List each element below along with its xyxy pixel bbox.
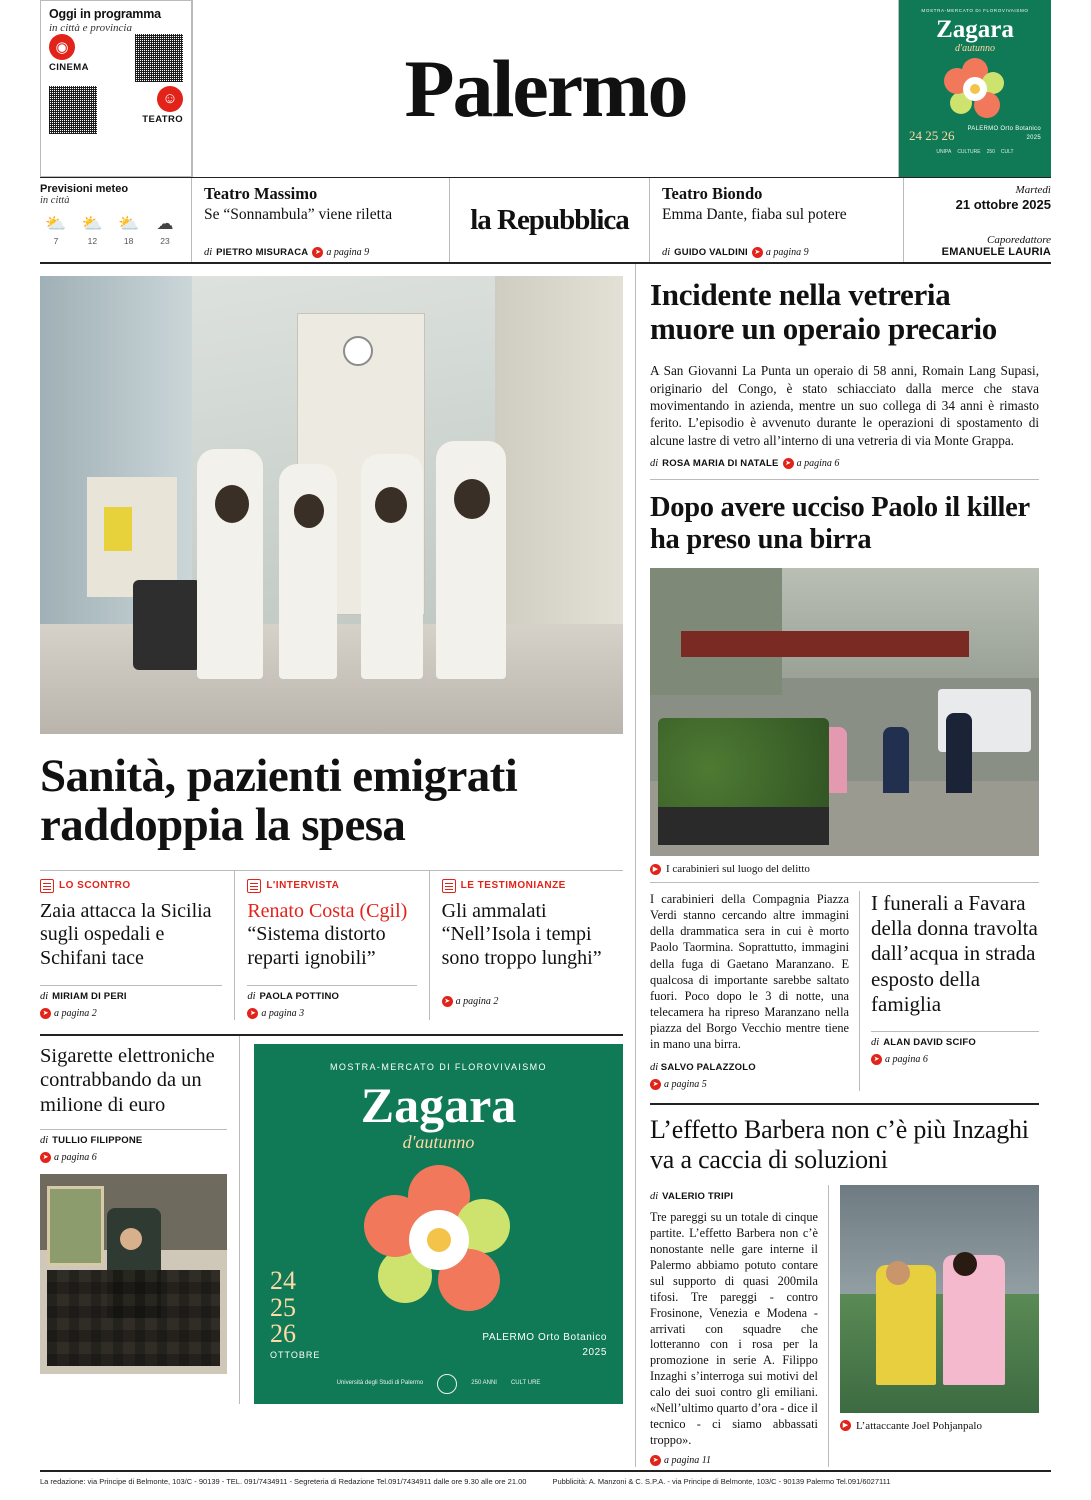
byline-prefix: di xyxy=(662,247,671,258)
story-body: A San Giovanni La Punta un operaio di 58 anni, Romain Lang Supasi, originario del Congo, è stato schiacciato dalla merce che stava movimentando in azienda, mentre un suo collega di 34 anni è rimasto ferito. L’episodio è avvenuto durante le operazioni di spostamento di alcune lastre di vetro all’interno di una vetreria di via Monte Grappa. xyxy=(650,363,1039,448)
sun-cloud-icon: ⛅ xyxy=(118,214,140,233)
editor-role: Caporedattore xyxy=(987,234,1051,246)
caption-bullet-icon: ▶ xyxy=(840,1420,851,1431)
page-ref-label: a pagina 3 xyxy=(261,1007,305,1019)
arrow-right-icon: ➤ xyxy=(650,1455,661,1466)
story-incidente-vetreria[interactable] xyxy=(650,278,1039,469)
page-ref-label: a pagina 6 xyxy=(885,1054,928,1066)
page-ref-label: a pagina 6 xyxy=(796,458,840,470)
hero-headline: Sanità, pazienti emigrati raddoppia la spesa xyxy=(40,750,518,851)
arrow-right-icon: ➤ xyxy=(783,458,794,469)
zagara-small-name: Zagara xyxy=(936,16,1014,43)
page-ref[interactable] xyxy=(442,996,499,1007)
byline xyxy=(650,1056,849,1073)
page-ref[interactable] xyxy=(752,247,809,258)
byline-prefix: di xyxy=(40,990,49,1002)
zagara-small-year: 2025 xyxy=(1026,135,1041,141)
trio-kicker xyxy=(40,879,222,893)
weather-hour-time: 18 xyxy=(123,236,134,246)
trio-item-intervista[interactable] xyxy=(234,871,428,1020)
promo-teatro-label: TEATRO xyxy=(142,114,183,125)
arrow-right-icon: ➤ xyxy=(312,247,323,258)
page-ref[interactable] xyxy=(312,247,369,258)
page-ref[interactable] xyxy=(650,1455,711,1466)
byline-author: GUIDO VALDINI xyxy=(674,247,748,258)
zagara-month: OTTOBRE xyxy=(270,1349,321,1360)
byline-prefix: di xyxy=(40,1135,49,1147)
article-icon xyxy=(247,879,261,893)
weather-hour-time: 23 xyxy=(160,236,170,246)
byline xyxy=(40,985,222,1002)
weather-widget[interactable] xyxy=(40,178,192,262)
page-ref[interactable] xyxy=(247,1008,304,1019)
promo-teatro[interactable] xyxy=(142,86,183,125)
byline xyxy=(40,1129,227,1146)
byline xyxy=(662,241,891,258)
byline-prefix: di xyxy=(247,990,256,1002)
photo-caption xyxy=(650,863,1039,883)
photo-carabinieri-delitto xyxy=(650,568,1039,856)
repubblica-logo-text: la Repubblica xyxy=(470,203,629,236)
byline xyxy=(650,452,1039,469)
trio-item-lo-scontro[interactable] xyxy=(40,871,234,1020)
sponsor-logo-icon xyxy=(437,1374,457,1394)
story-headline: I funerali a Favara della donna travolta dall’acqua in strada esposto della famiglia xyxy=(871,891,1038,1016)
story-killer-birra-text[interactable] xyxy=(650,891,860,1091)
date-full: 21 ottobre 2025 xyxy=(955,197,1051,212)
byline-prefix: di xyxy=(650,1062,659,1074)
arrow-right-icon: ➤ xyxy=(650,1079,661,1090)
date-block xyxy=(904,178,1051,262)
zagara-place: PALERMO Orto Botanico xyxy=(482,1331,607,1343)
page-ref-label: a pagina 5 xyxy=(664,1079,707,1091)
arrow-right-icon: ➤ xyxy=(40,1008,51,1019)
story-funerali-favara[interactable] xyxy=(860,891,1039,1091)
weather-hour xyxy=(40,215,72,246)
teaser-kicker: Teatro Massimo xyxy=(204,184,318,203)
zagara-small-topline: MOSTRA-MERCATO DI FLOROVIVAISMO xyxy=(921,8,1029,13)
weather-hour-time: 12 xyxy=(87,236,98,246)
footer-pubblicita: Pubblicità: A. Manzoni & C. S.P.A. - via Principe di Belmonte, 103/C - 90139 Palermo Tel.091/6027111 xyxy=(552,1477,891,1486)
date-day: Martedì xyxy=(1015,184,1051,196)
byline-author: SALVO PALAZZOLO xyxy=(660,1062,756,1074)
story-killer-birra[interactable] xyxy=(650,492,1039,883)
left-bottom-block xyxy=(40,1034,623,1404)
zagara-subtitle: d'autunno xyxy=(402,1131,475,1152)
zagara-date-3: 26 xyxy=(270,1319,296,1349)
zagara-year: 2025 xyxy=(582,1346,607,1358)
trio-headline: “Sistema distorto reparti ignobili” xyxy=(247,923,386,969)
content-grid xyxy=(40,264,1051,1467)
teaser-deck: Emma Dante, fiaba sul potere xyxy=(662,206,847,223)
page-ref[interactable] xyxy=(40,1008,97,1019)
teaser-teatro-biondo[interactable] xyxy=(650,178,904,262)
secondary-bar xyxy=(40,178,1051,264)
qr-code-teatro[interactable] xyxy=(49,86,97,134)
trio-kicker xyxy=(247,879,416,893)
caption-bullet-icon: ▶ xyxy=(650,864,661,875)
sponsor-logo-250: 250 ANNI xyxy=(471,1379,497,1386)
page-title: Palermo xyxy=(404,42,687,134)
page-ref-label: a pagina 6 xyxy=(54,1152,97,1164)
arrow-right-icon: ➤ xyxy=(442,996,453,1007)
arrow-right-icon: ➤ xyxy=(40,1152,51,1163)
byline-author: TULLIO FILIPPONE xyxy=(52,1135,143,1147)
byline xyxy=(650,1185,818,1202)
trio-kicker-label: LO SCONTRO xyxy=(59,880,131,892)
arrow-right-icon: ➤ xyxy=(871,1054,882,1065)
story-headline: Dopo avere ucciso Paolo il killer ha preso una birra xyxy=(650,492,1030,556)
trio-headline: Zaia attacca la Sicilia sugli ospedali e Schifani tace xyxy=(40,899,212,969)
zagara-sponsor-logos xyxy=(337,1374,541,1394)
sun-cloud-icon: ⛅ xyxy=(81,214,103,233)
arrow-right-icon: ➤ xyxy=(752,247,763,258)
story-sigarette-elettroniche[interactable] xyxy=(40,1036,240,1404)
trio-kicker-label: L'INTERVISTA xyxy=(266,880,340,892)
zagara-date-1: 24 xyxy=(270,1265,296,1295)
divider xyxy=(650,479,1039,480)
byline xyxy=(204,241,437,258)
byline xyxy=(247,985,416,1002)
page-ref[interactable] xyxy=(871,1054,928,1065)
film-icon: ◉ xyxy=(49,34,75,60)
trio-block xyxy=(40,870,623,1020)
page-ref-label: a pagina 2 xyxy=(54,1007,97,1019)
zagara-ad-small[interactable] xyxy=(899,0,1051,177)
moon-cloud-icon: ☁ xyxy=(156,214,174,233)
trio-kicker-label: LE TESTIMONIANZE xyxy=(460,880,566,892)
trio-kicker xyxy=(442,879,611,893)
byline-prefix: di xyxy=(650,1190,659,1202)
promo-cinema-label: CINEMA xyxy=(49,62,89,73)
qr-code-cinema[interactable] xyxy=(135,34,183,82)
story-headline: Incidente nella vetreria muore un operaio precario xyxy=(650,277,997,347)
story-headline: Sigarette elettroniche contrabbando da un milione di euro xyxy=(40,1044,215,1116)
zagara-small-sponsors: UNIPA CULTURE 250 CULT xyxy=(936,149,1014,155)
article-icon xyxy=(442,879,456,893)
trio-headline-highlight: Renato Costa (Cgil) xyxy=(247,899,408,922)
story-sport-palermo[interactable] xyxy=(650,1103,1039,1467)
byline xyxy=(871,1031,1039,1048)
page-ref[interactable] xyxy=(783,458,840,469)
zagara-name: Zagara xyxy=(360,1076,517,1133)
weather-hour xyxy=(76,215,108,246)
sponsor-logo-cult: CULT URE xyxy=(510,1379,541,1386)
footer-redazione: La redazione: via Principe di Belmonte, 103/C - 90139 - TEL. 091/7434911 - Segreteria di Redazione Tel.091/7434911 dalle ore 9.30 alle ore 21.00 xyxy=(40,1477,527,1486)
page-ref[interactable] xyxy=(650,1079,707,1090)
weather-hour xyxy=(149,215,181,246)
teaser-teatro-massimo[interactable] xyxy=(192,178,450,262)
byline-prefix: di xyxy=(871,1037,880,1049)
zagara-topline: MOSTRA-MERCATO DI FLOROVIVAISMO xyxy=(330,1061,547,1072)
teaser-kicker: Teatro Biondo xyxy=(662,184,763,203)
page-footer xyxy=(40,1470,1051,1486)
zagara-small-dates: 24 25 26 xyxy=(909,128,955,144)
byline-author: ROSA MARIA DI NATALE xyxy=(662,458,779,470)
sponsor-logo-unipa: Università degli Studi di Palermo xyxy=(336,1379,424,1386)
sun-cloud-icon: ⛅ xyxy=(45,214,67,233)
photo-calciatori xyxy=(840,1185,1039,1413)
promo-title: Oggi in programma xyxy=(49,7,161,21)
paper-edition-logo xyxy=(192,0,899,177)
page-ref[interactable] xyxy=(40,1152,97,1163)
flower-icon xyxy=(364,1165,514,1260)
masthead xyxy=(40,0,1051,178)
story-body: Tre pareggi su un totale di cinque partite. L’effetto Barbera non c’è nonostante nelle gare interne il Palermo abbiamo potuto contare sul supporto di quasi 200mila tifosi. Tre pareggi - contro Frosinone, Venezia e Modena - arrivati con squadre che lotteranno con i rosa per la promozione in serie A. Filippo Inzaghi s’interroga sui motivi del calo dei suoi contro gli emiliani. «Nell’ultimo quarto d’ora - dice il tecnico - ci siamo abbassati troppo». xyxy=(650,1209,818,1448)
hero-photo-hospital-corridor xyxy=(40,276,623,734)
weather-title: Previsioni meteo xyxy=(40,183,129,195)
zagara-date-2: 25 xyxy=(270,1292,296,1322)
byline-author: VALERIO TRIPI xyxy=(662,1190,734,1202)
zagara-small-subtitle: d'autunno xyxy=(955,43,995,54)
byline-author: MIRIAM DI PERI xyxy=(52,990,127,1002)
story-body: I carabinieri della Compagnia Piazza Verdi stanno cercando altre immagini della drammatica sera in cui è morto Paolo Taormina. Soprattutto, immagini della fuga di Gaetano Maranzano. E qualcosa di importante sarebbe saltato fuori. Poco dopo le 3 di notte, una telecamera ha ripreso Maranzano nella piazza del Borgo Vecchio mentre tiene in mano una birra. xyxy=(650,892,850,1052)
photo-caption-text: I carabinieri sul luogo del delitto xyxy=(666,863,810,876)
flower-icon xyxy=(944,58,1006,120)
byline xyxy=(442,985,611,990)
teaser-deck: Se “Sonnambula” viene riletta xyxy=(204,206,393,223)
byline-author: PAOLA POTTINO xyxy=(259,990,340,1002)
weather-subtitle: in città xyxy=(40,195,70,206)
article-icon xyxy=(40,879,54,893)
photo-caption xyxy=(840,1420,1039,1439)
editor-name: EMANUELE LAURIA xyxy=(941,246,1051,258)
promo-cinema[interactable] xyxy=(49,34,89,73)
page-ref-label: a pagina 9 xyxy=(326,247,370,258)
byline-author: ALAN DAVID SCIFO xyxy=(883,1037,976,1049)
zagara-ad-large[interactable] xyxy=(240,1036,623,1404)
arrow-right-icon: ➤ xyxy=(247,1008,258,1019)
repubblica-logo xyxy=(450,178,650,262)
photo-sequestro-sigarette xyxy=(40,1174,227,1374)
page-ref-label: a pagina 11 xyxy=(664,1455,712,1467)
theatre-masks-icon: ☺ xyxy=(157,86,183,112)
byline-author: PIETRO MISURACA xyxy=(216,247,309,258)
trio-item-testimonianze[interactable] xyxy=(429,871,623,1020)
page-ref-label: a pagina 9 xyxy=(765,247,809,258)
right-column xyxy=(636,264,1039,1467)
promo-subtitle: in città e provincia xyxy=(49,22,132,34)
trio-headline: Gli ammalati “Nell’Isola i tempi sono troppo lunghi” xyxy=(441,899,602,969)
weather-hour-time: 7 xyxy=(53,236,59,246)
byline-prefix: di xyxy=(650,458,659,470)
page-ref-label: a pagina 2 xyxy=(455,995,499,1007)
byline-prefix: di xyxy=(204,247,213,258)
zagara-small-place: PALERMO Orto Botanico xyxy=(967,126,1041,132)
left-column xyxy=(40,264,636,1467)
weather-hour xyxy=(113,215,145,246)
photo-caption-text: L’attaccante Joel Pohjanpalo xyxy=(855,1419,982,1432)
today-program-box[interactable] xyxy=(40,0,192,177)
story-headline: L’effetto Barbera non c’è più Inzaghi va a caccia di soluzioni xyxy=(650,1115,1029,1174)
